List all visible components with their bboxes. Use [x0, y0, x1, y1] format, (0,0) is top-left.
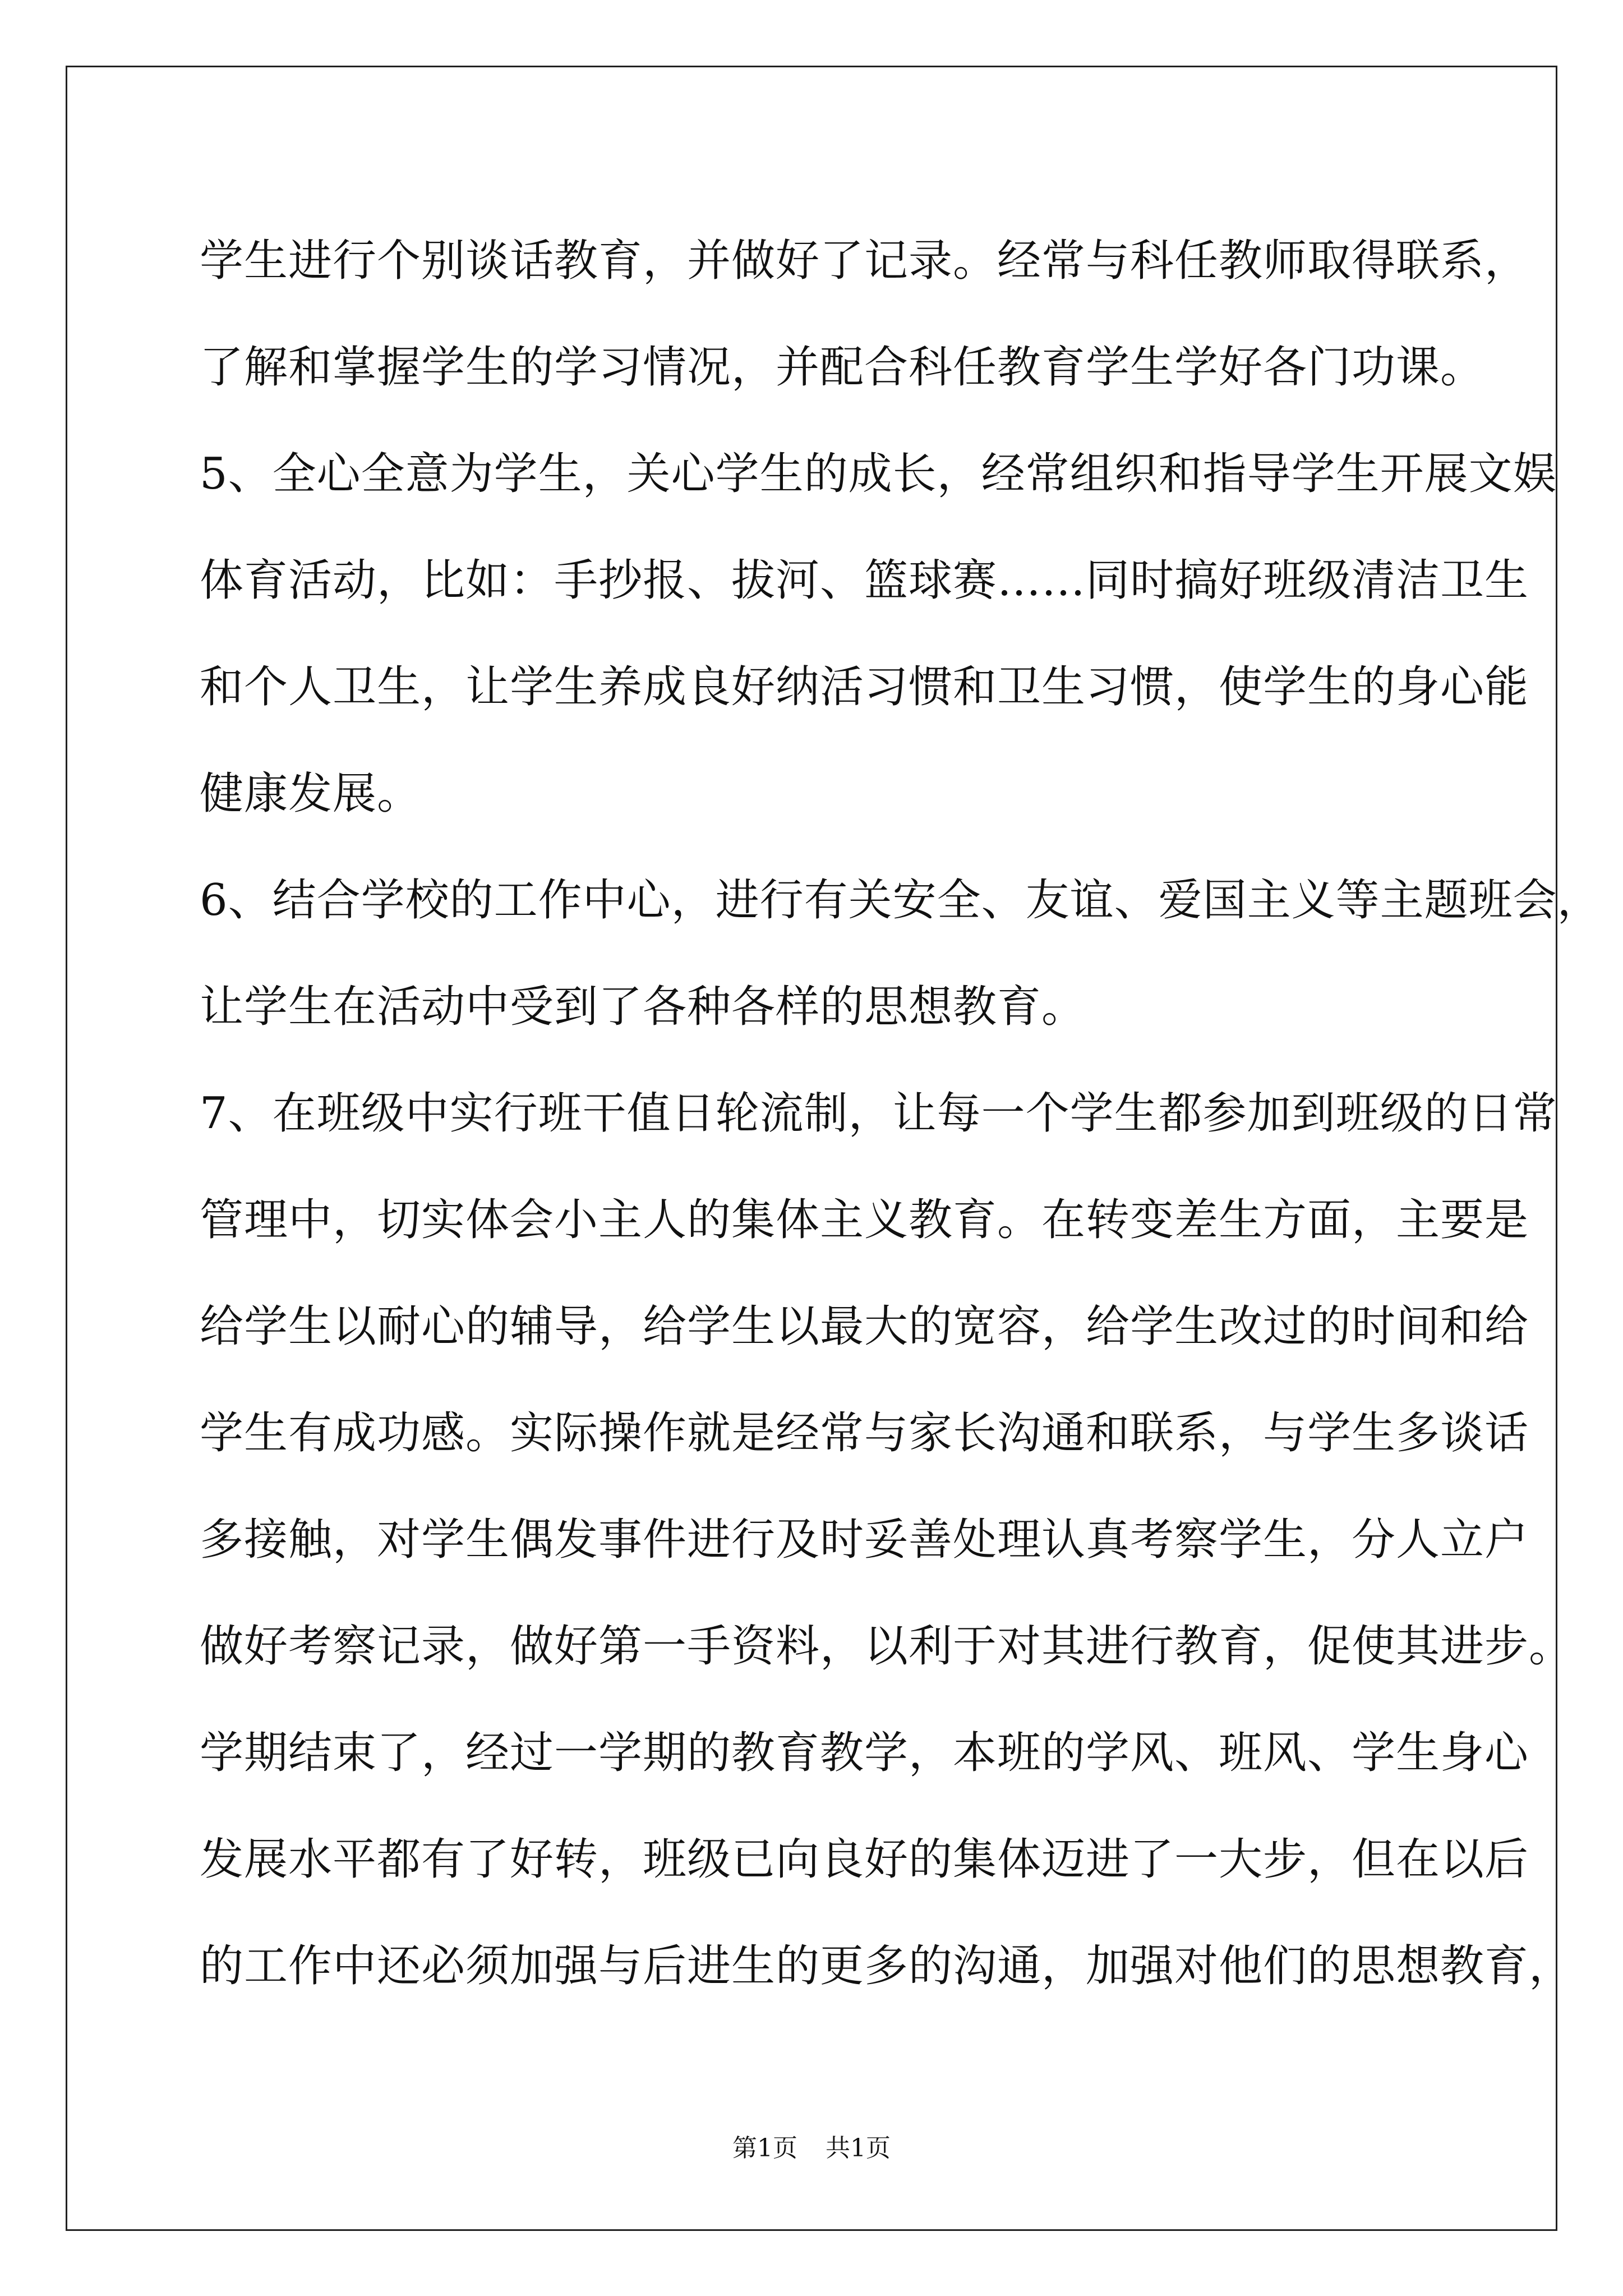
text-line: 管理中，切实体会小主人的集体主义教育。在转变差生方面，主要是 — [200, 1195, 1529, 1245]
text-line: 多接触，对学生偶发事件进行及时妥善处理认真考察学生，分人立户 — [200, 1515, 1529, 1565]
text-line: 体育活动，比如：手抄报、拔河、篮球赛……同时搞好班级清洁卫生 — [200, 555, 1529, 606]
text-line: 7、在班级中实行班干值日轮流制，让每一个学生都参加到班级的日常 — [200, 1088, 1557, 1139]
text-line: 学生进行个别谈话教育，并做好了记录。经常与科任教师取得联系， — [200, 236, 1529, 286]
text-line: 做好考察记录，做好第一手资料，以利于对其进行教育，促使其进步。 — [200, 1621, 1574, 1672]
page-total: 共1页 — [826, 2134, 891, 2162]
page-footer — [0, 2132, 1623, 2165]
text-line: 学期结束了，经过一学期的教育教学，本班的学风、班风、学生身心 — [200, 1728, 1529, 1778]
page-number: 第1页 — [732, 2134, 797, 2162]
text-line: 发展水平都有了好转，班级已向良好的集体迈进了一大步，但在以后 — [200, 1834, 1529, 1885]
text-line: 6、结合学校的工作中心，进行有关安全、友谊、爱国主义等主题班会， — [200, 875, 1602, 926]
text-line: 了解和掌握学生的学习情况，并配合科任教育学生学好各门功课。 — [200, 342, 1485, 393]
document-body — [200, 208, 1602, 2019]
text-line: 学生有成功感。实际操作就是经常与家长沟通和联系，与学生多谈话 — [200, 1408, 1529, 1458]
text-line: 让学生在活动中受到了各种各样的思想教育。 — [200, 982, 1086, 1032]
text-line: 5、全心全意为学生，关心学生的成长，经常组织和指导学生开展文娱 — [200, 449, 1557, 499]
text-line: 健康发展。 — [200, 769, 422, 819]
text-line: 给学生以耐心的辅导，给学生以最大的宽容，给学生改过的时间和给 — [200, 1301, 1529, 1352]
text-line: 的工作中还必须加强与后进生的更多的沟通，加强对他们的思想教育， — [200, 1941, 1574, 1991]
text-line: 和个人卫生，让学生养成良好纳活习惯和卫生习惯，使学生的身心能 — [200, 662, 1529, 712]
